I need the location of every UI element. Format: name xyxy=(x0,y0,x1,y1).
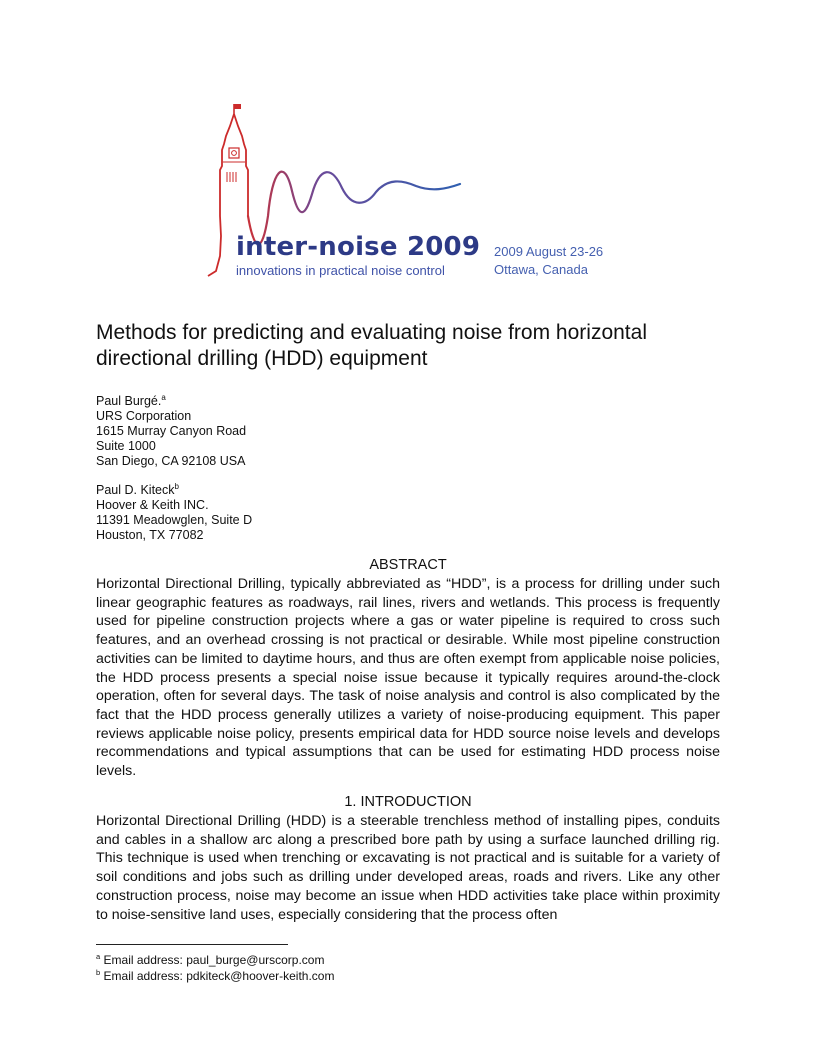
affiliation-line: San Diego, CA 92108 USA xyxy=(96,454,246,468)
affiliation-line: Hoover & Keith INC. xyxy=(96,498,209,512)
affiliation-line: URS Corporation xyxy=(96,409,192,423)
paper-title: Methods for predicting and evaluating noise from horizontal directional drilling (HDD) equipment xyxy=(96,321,647,370)
author-footnote-marker: b xyxy=(174,481,179,491)
footnote-b: $^b$ Email address: pdkiteck@hoover-keith.com xyxy=(96,968,335,983)
affiliation-line: 1615 Murray Canyon Road xyxy=(96,424,247,438)
footnote-divider xyxy=(96,944,288,945)
logo-tagline: innovations in practical noise control xyxy=(236,263,445,278)
logo-wordmark: inter-noise 2009 xyxy=(236,232,481,262)
abstract-body: Horizontal Directional Drilling, typically abbreviated as “HDD”, is a process for drilling under such linear geographic features as roadways, rail lines, rivers and wetlands. This process is frequently used for pipeline construction projects where a gas or water pipeline is required to cross such features, and an overhead crossing is not practical or desirable. While most pipeline construction activities can be limited to daytime hours, and thus are often exempt from applicable noise policies, the HDD process presents a special noise issue because it typically requires around-the-clock operation, often for several days. The task of noise analysis and control is also complicated by the fact that the HDD process generally utilizes a variety of noise-producing equipment. This paper reviews applicable noise policy, presents empirical data for HDD source noise levels and develops recommendations and typical assumptions that can be used for estimating HDD process noise levels. xyxy=(96,576,720,780)
introduction-body: Horizontal Directional Drilling (HDD) is a steerable trenchless method of installing pipes, conduits and cables in a shallow arc along a prescribed bore path by using a surface launched drilling rig. This technique is used when trenching or excavating is not practical and is suitable for a variety of soil conditions and jobs such as drilling under developed areas, roads and rivers. Like any other construction process, noise may become an issue when HDD activities take place within proximity to noise-sensitive land uses, especially considering that the process often xyxy=(96,813,720,923)
abstract-heading: ABSTRACT xyxy=(369,557,447,573)
affiliation-line: Houston, TX 77082 xyxy=(96,528,204,542)
affiliation-line: Suite 1000 xyxy=(96,439,156,453)
author-footnote-marker: a xyxy=(161,392,166,402)
author-block-2 xyxy=(96,483,252,543)
conference-date: 2009 August 23-26 xyxy=(494,244,604,259)
author-block-1 xyxy=(96,394,246,469)
affiliation-line: 11391 Meadowglen, Suite D xyxy=(96,513,253,527)
author-name: Paul Burgé.$^a$ xyxy=(96,392,166,408)
introduction-heading: 1. INTRODUCTION xyxy=(344,794,472,810)
author-name: Paul D. Kiteck$^b$ xyxy=(96,481,179,497)
conference-location: Ottawa, Canada xyxy=(494,262,588,277)
footnote-a: $^a$ Email address: paul_burge@urscorp.com xyxy=(96,952,325,967)
